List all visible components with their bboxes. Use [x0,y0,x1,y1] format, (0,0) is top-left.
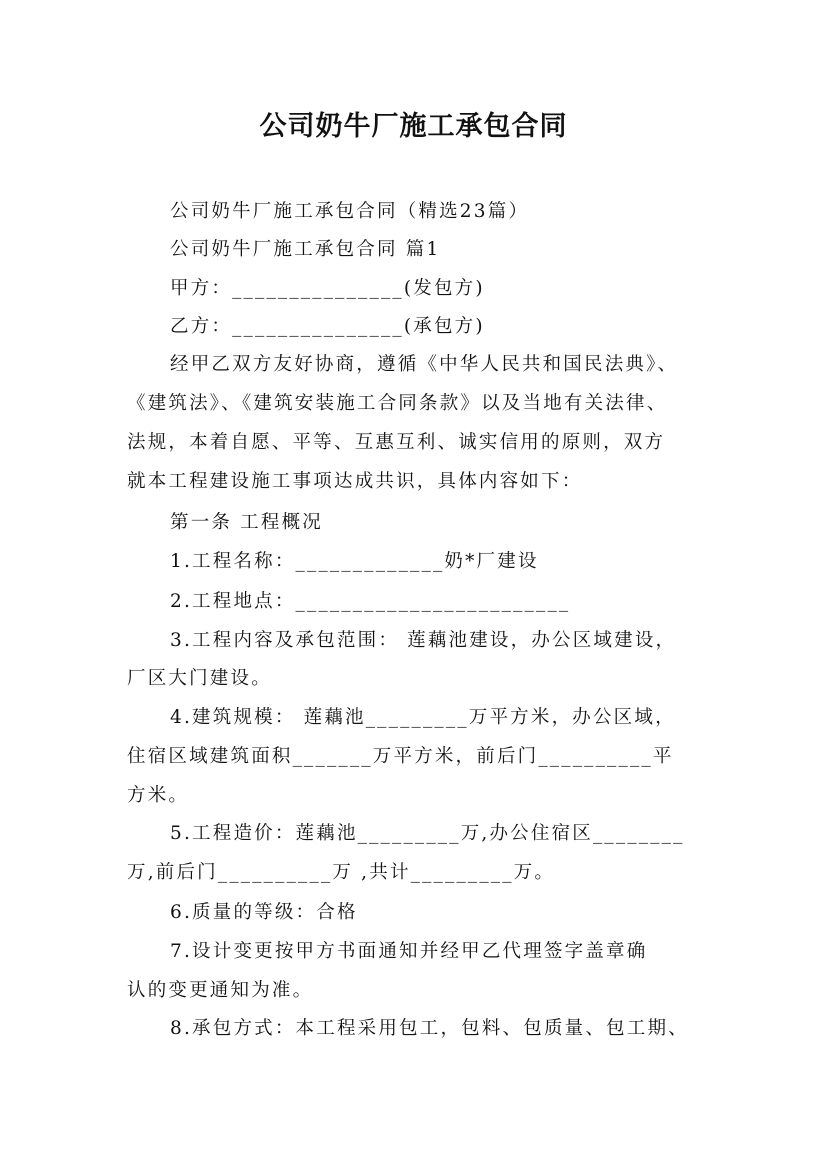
document-title: 公司奶牛厂施工承包合同 [259,111,568,142]
paragraph-line: 《建筑法》、《建筑安装施工合同条款》以及当地有关法律、 [127,393,668,414]
clause-line: 认的变更通知为准。 [127,980,314,1001]
party-a-line: 甲方：_______________(发包方) [170,278,485,299]
clause-line: 5.工程造价：莲藕池_________万,办公住宿区________ [170,823,685,844]
clause-line: 6.质量的等级：合格 [170,902,358,923]
clause-line: 方米。 [127,785,190,806]
clause-line: 3.工程内容及承包范围： 莲藕池建设，办公区域建设， [170,630,677,651]
clause-line: 住宿区域建筑面积_______万平方米，前后门__________平 [127,746,674,767]
article-heading: 第一条 工程概况 [170,512,323,533]
paragraph-line: 就本工程建设施工事项达成共识，具体内容如下： [127,471,583,492]
clause-line: 8.承包方式：本工程采用包工，包料、包质量、包工期、 [170,1018,689,1039]
subtitle-line: 公司奶牛厂施工承包合同（精选23篇） [170,201,530,222]
clause-line: 厂区大门建设。 [127,668,272,689]
party-b-line: 乙方：_______________(承包方) [170,316,485,337]
clause-line: 万,前后门__________万 ,共计_________万。 [127,862,556,883]
chapter-heading: 公司奶牛厂施工承包合同 篇1 [170,239,441,260]
clause-line: 2.工程地点：________________________ [170,591,571,612]
clause-line: 7.设计变更按甲方书面通知并经甲乙代理签字盖章确 [170,941,648,962]
paragraph-line: 法规，本着自愿、平等、互惠互利、诚实信用的原则，双方 [127,432,666,453]
paragraph-line: 经甲乙双方友好协商，遵循《中华人民共和国民法典》、 [170,354,679,375]
clause-line: 4.建筑规模： 莲藕池_________万平方米，办公区域， [170,707,676,728]
clause-line: 1.工程名称：_____________奶*厂建设 [170,551,539,572]
